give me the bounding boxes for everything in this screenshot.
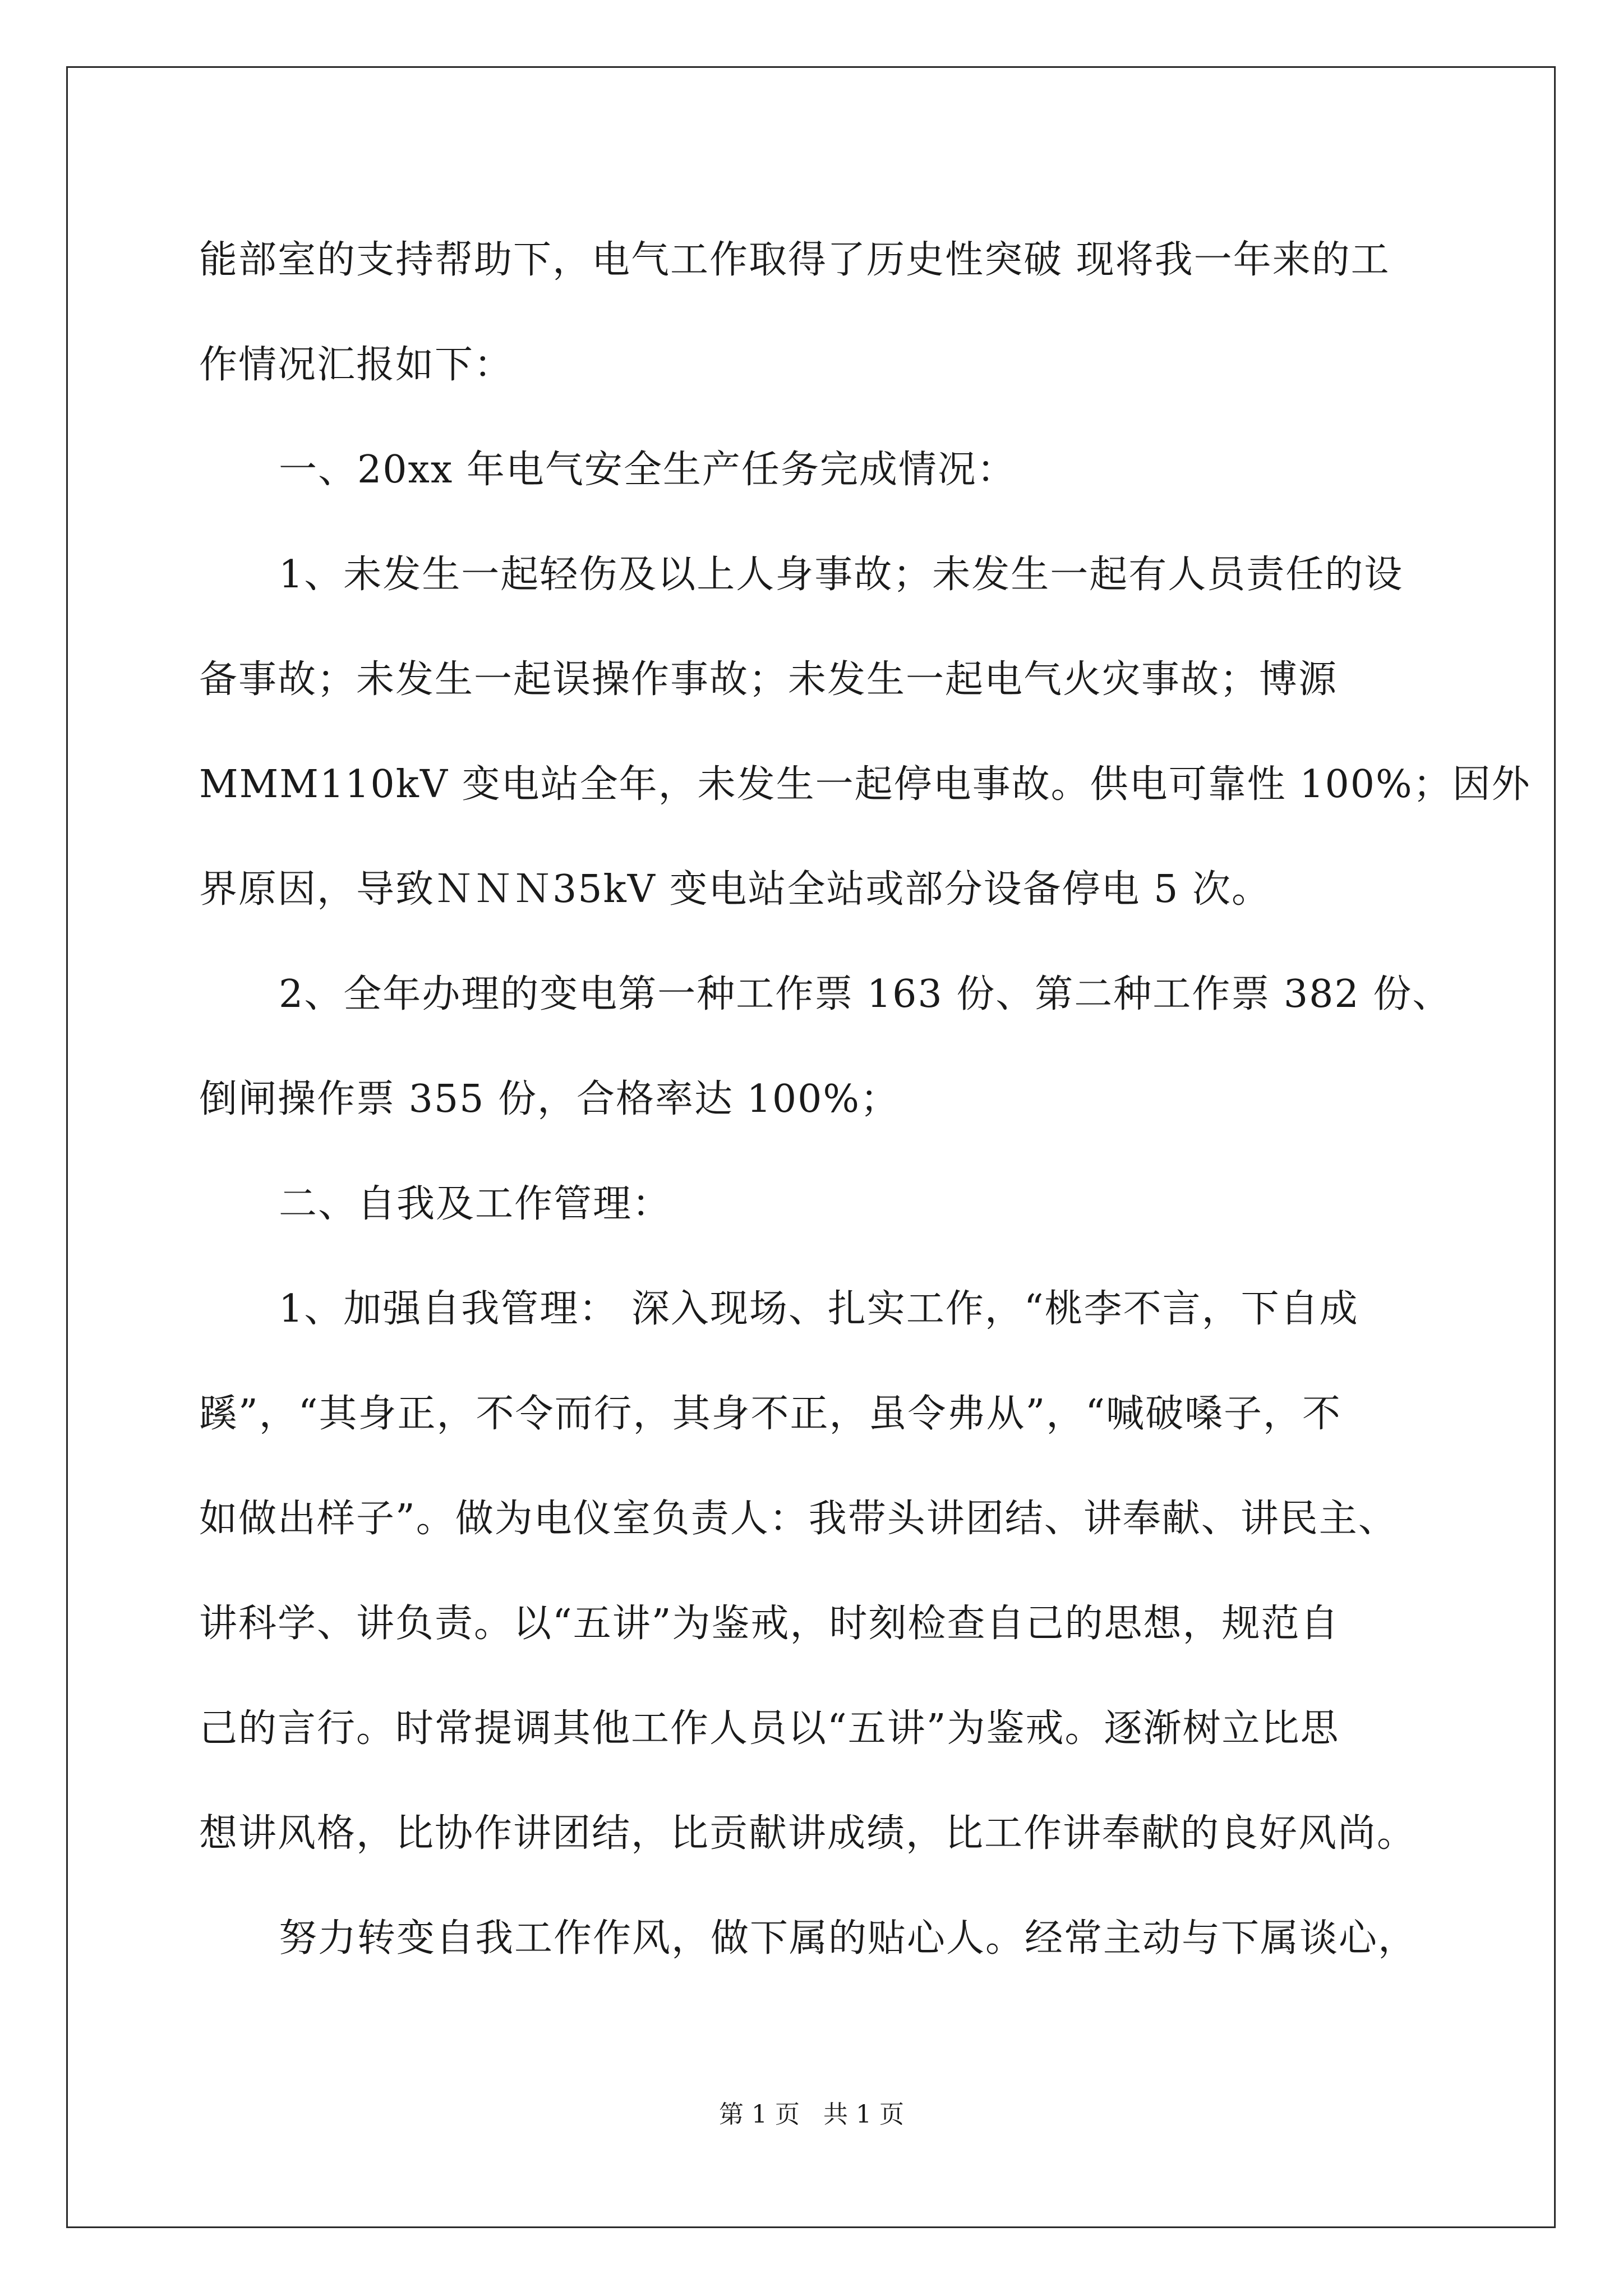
page-footer: 第 1 页 共 1 页: [719, 2100, 904, 2129]
text-line-1: 能部室的支持帮助下，电气工作取得了历史性突破 现将我一年来的工: [199, 238, 1390, 282]
text-line-17: 努力转变自我工作作风，做下属的贴心人。经常主动与下属谈心，: [279, 1916, 1418, 1961]
text-line-8: 2、全年办理的变电第一种工作票 163 份、第二种工作票 382 份、: [279, 972, 1452, 1016]
text-line-13: 如做出样子”。做为电仪室负责人：我带头讲团结、讲奉献、讲民主、: [199, 1497, 1398, 1541]
section-heading-1: 一、20xx 年电气安全生产任务完成情况：: [279, 448, 1016, 492]
text-line-12: 蹊”，“其身正，不令而行，其身不正，虽令弗从”，“喊破嗓子，不: [199, 1392, 1342, 1436]
text-line-16: 想讲风格，比协作讲团结，比贡献讲成绩，比工作讲奉献的良好风尚。: [199, 1811, 1417, 1856]
text-line-9: 倒闸操作票 355 份，合格率达 100%；: [199, 1077, 900, 1121]
section-heading-2: 二、自我及工作管理：: [279, 1182, 672, 1226]
text-line-5: 备事故；未发生一起误操作事故；未发生一起电气火灾事故；博源: [199, 657, 1338, 702]
text-line-7: 界原因，导致ＮＮＮ35kV 变电站全站或部分设备停电 5 次。: [199, 867, 1271, 912]
text-line-15: 己的言行。时常提调其他工作人员以“五讲”为鉴戒。逐渐树立比思: [199, 1706, 1340, 1751]
text-line-14: 讲科学、讲负责。以“五讲”为鉴戒，时刻检查自己的思想，规范自: [199, 1602, 1340, 1646]
text-line-6: MMM110kV 变电站全年，未发生一起停电事故。供电可靠性 100%；因外: [199, 762, 1531, 807]
document-body: [199, 208, 1531, 1991]
text-line-2: 作情况汇报如下：: [199, 343, 514, 387]
text-line-11: 1、加强自我管理： 深入现场、扎实工作，“桃李不言，下自成: [279, 1287, 1359, 1331]
text-line-4: 1、未发生一起轻伤及以上人身事故；未发生一起有人员责任的设: [279, 553, 1404, 597]
